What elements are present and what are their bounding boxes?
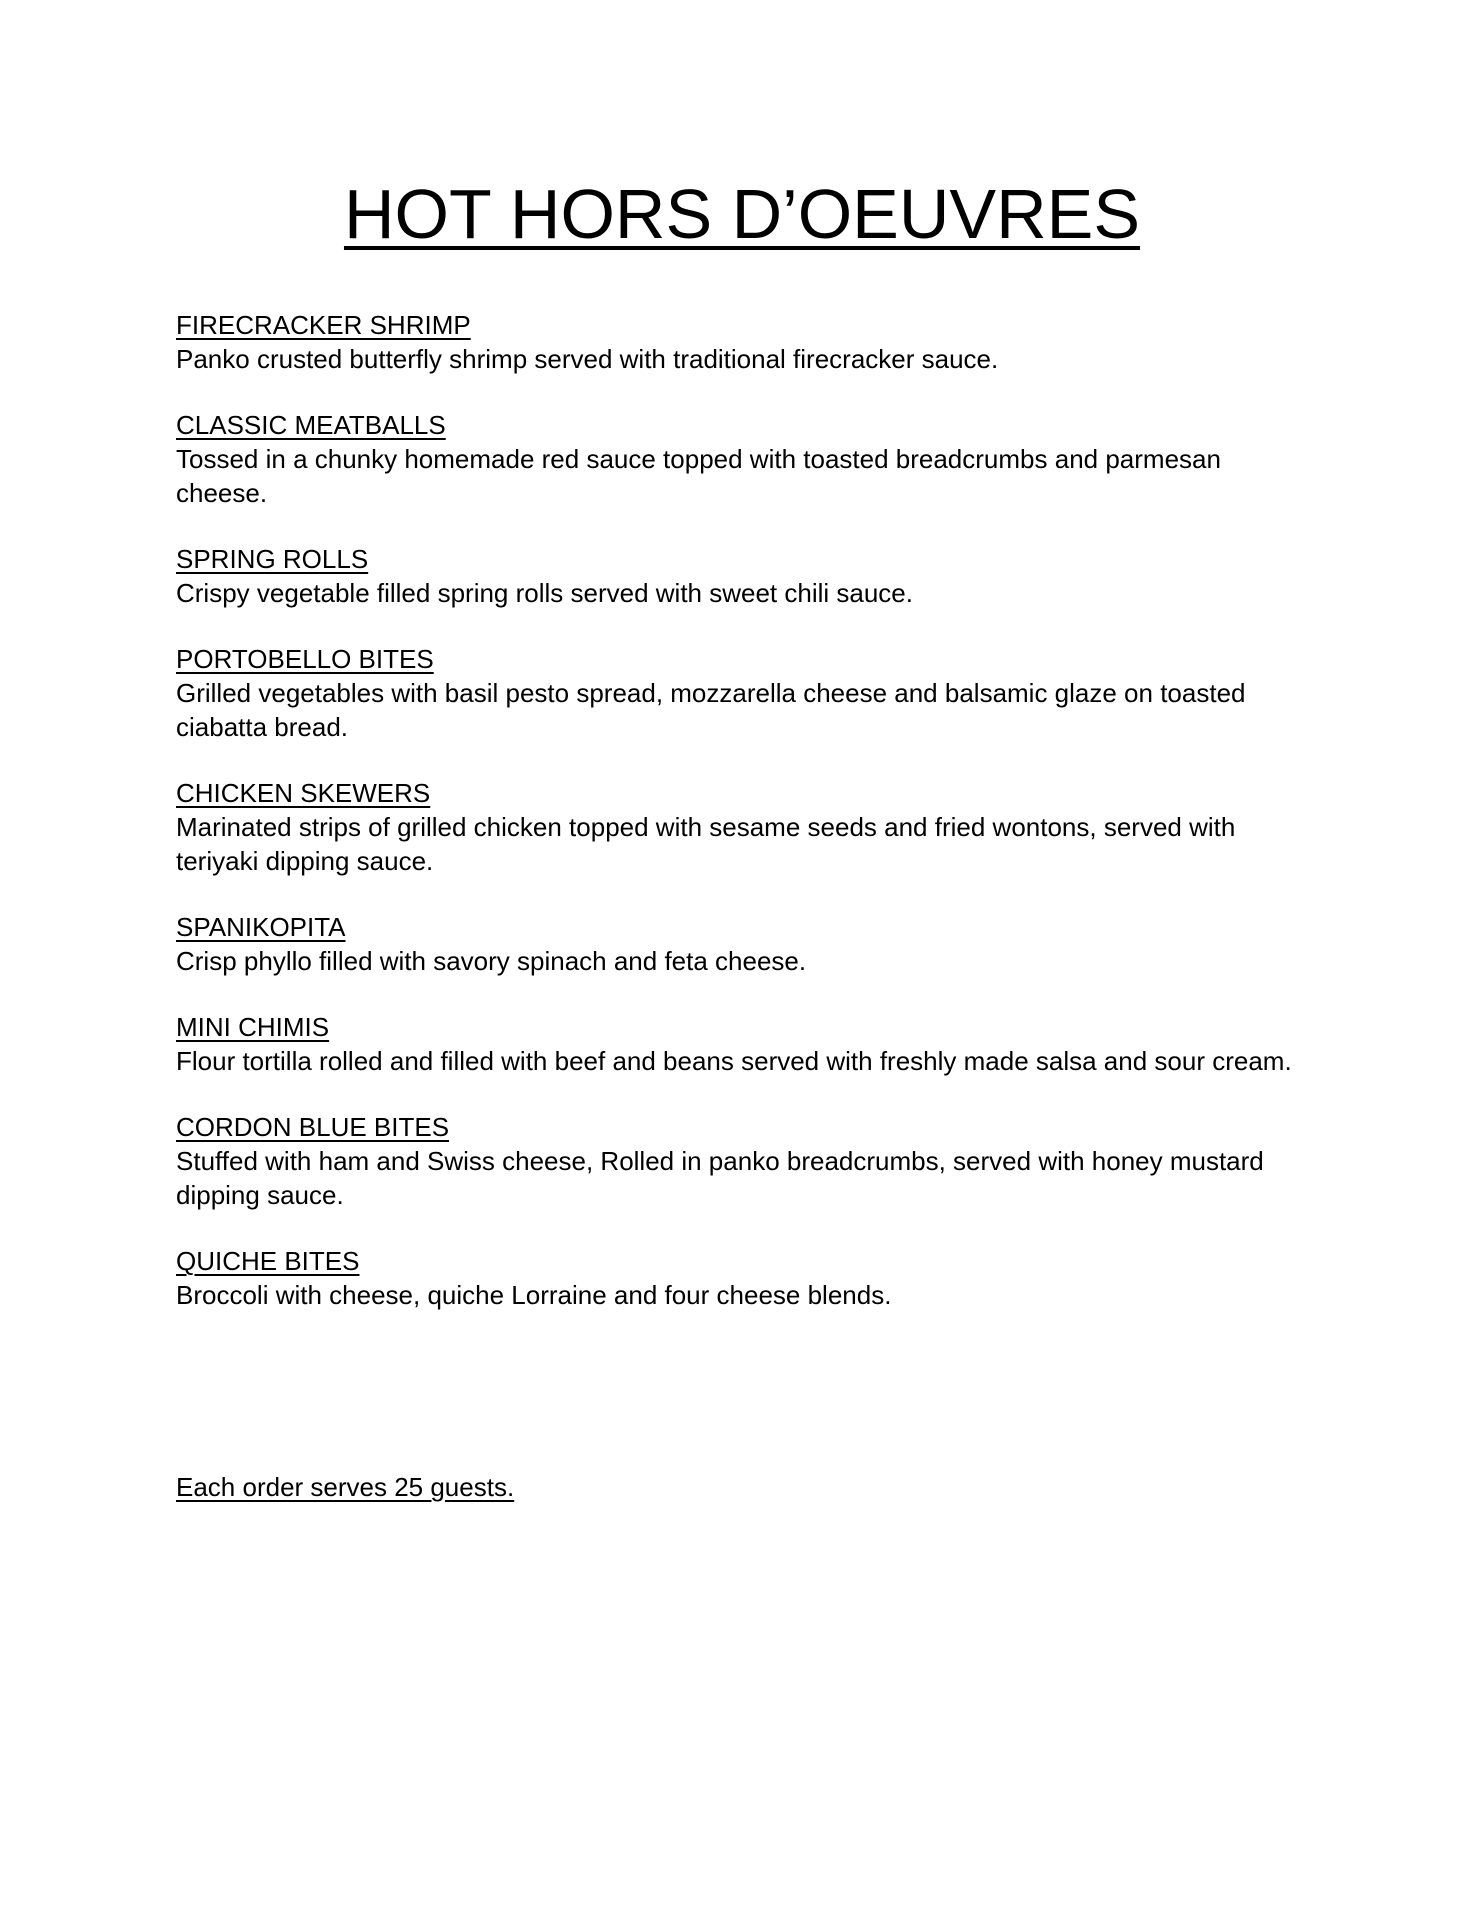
menu-item-description: Grilled vegetables with basil pesto spread, mozzarella cheese and balsamic glaze on toasted ciabatta bread.: [176, 678, 1246, 742]
serving-note: Each order serves 25 guests.: [176, 1472, 515, 1502]
menu-item-firecracker-shrimp: [176, 308, 1316, 376]
menu-item-name: MINI CHIMIS: [176, 1012, 330, 1042]
menu-item-description: Stuffed with ham and Swiss cheese, Rolled in panko breadcrumbs, served with honey mustard dipping sauce.: [176, 1146, 1264, 1210]
menu-item-classic-meatballs: [176, 408, 1316, 510]
page-title: [0, 172, 1484, 256]
menu-item-name: QUICHE BITES: [176, 1246, 360, 1276]
menu-item-name: CHICKEN SKEWERS: [176, 778, 431, 808]
page-title-text: HOT HORS D’OEUVRES: [343, 175, 1141, 253]
menu-item-quiche-bites: [176, 1244, 1316, 1312]
menu-item-name: SPRING ROLLS: [176, 544, 369, 574]
menu-item-mini-chimis: [176, 1010, 1316, 1078]
menu-item-name: CORDON BLUE BITES: [176, 1112, 450, 1142]
menu-item-name: CLASSIC MEATBALLS: [176, 410, 446, 440]
menu-item-description: Flour tortilla rolled and filled with beef and beans served with freshly made salsa and sour cream.: [176, 1046, 1292, 1076]
menu-item-name: FIRECRACKER SHRIMP: [176, 310, 471, 340]
menu-item-name: SPANIKOPITA: [176, 912, 346, 942]
menu-item-name: PORTOBELLO BITES: [176, 644, 434, 674]
menu-item-description: Broccoli with cheese, quiche Lorraine and four cheese blends.: [176, 1280, 892, 1310]
menu-item-description: Crisp phyllo filled with savory spinach and feta cheese.: [176, 946, 807, 976]
menu-item-cordon-blue-bites: [176, 1110, 1316, 1212]
menu-item-description: Marinated strips of grilled chicken topped with sesame seeds and fried wontons, served with teriyaki dipping sauce.: [176, 812, 1236, 876]
menu-item-description: Crispy vegetable filled spring rolls served with sweet chili sauce.: [176, 578, 913, 608]
menu-list: [176, 308, 1316, 1344]
menu-item-chicken-skewers: [176, 776, 1316, 878]
menu-item-description: Panko crusted butterfly shrimp served with traditional firecracker sauce.: [176, 344, 999, 374]
menu-item-spanikopita: [176, 910, 1316, 978]
menu-item-spring-rolls: [176, 542, 1316, 610]
menu-item-portobello-bites: [176, 642, 1316, 744]
menu-item-description: Tossed in a chunky homemade red sauce topped with toasted breadcrumbs and parmesan cheese.: [176, 444, 1221, 508]
